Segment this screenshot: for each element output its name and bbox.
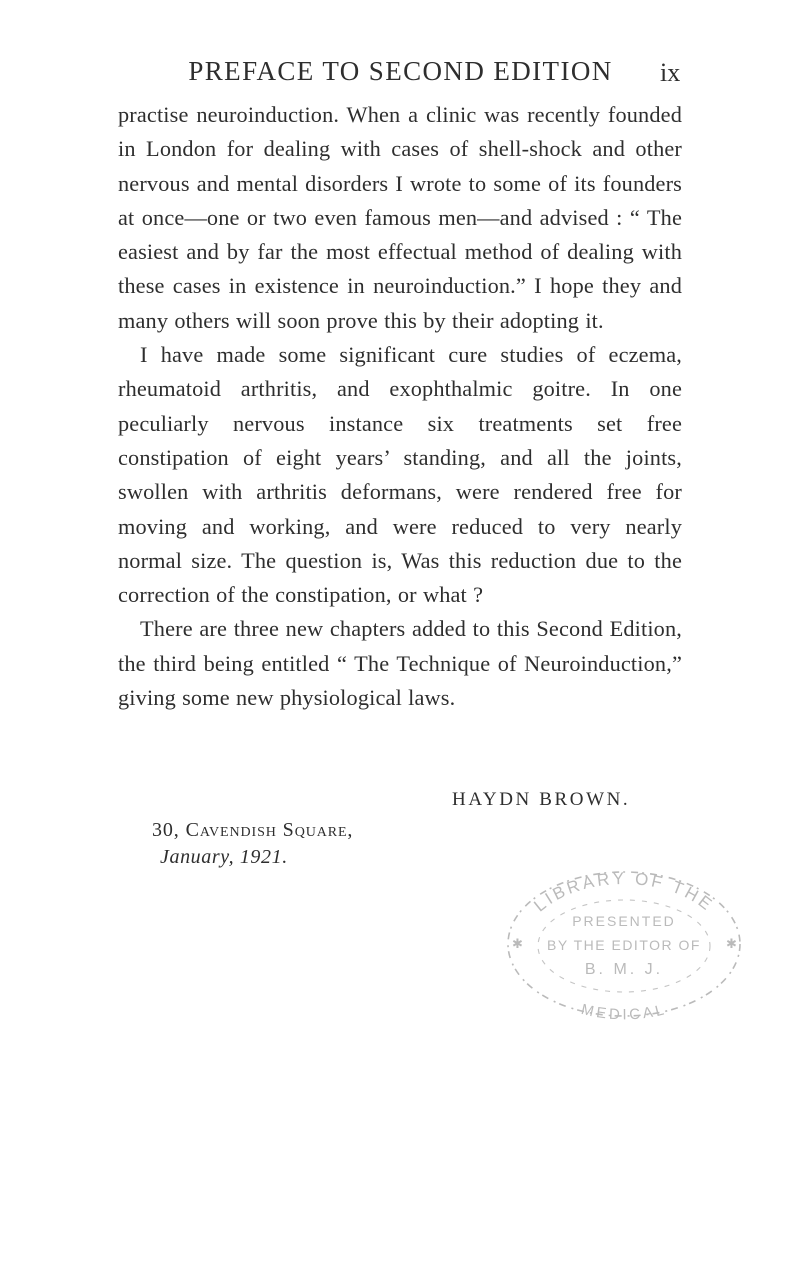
stamp-star-icon: ✱ bbox=[726, 937, 737, 952]
running-head bbox=[0, 56, 801, 92]
date-line: January, 1921. bbox=[160, 846, 288, 868]
author-signature: HAYDN BROWN. bbox=[452, 789, 631, 810]
body-text bbox=[118, 98, 682, 715]
stamp-outer-text: LIBRARY OF THE bbox=[530, 868, 718, 916]
address-line: 30, Cavendish Square, bbox=[152, 819, 354, 841]
svg-text:LIBRARY OF THE bbox=[530, 869, 717, 916]
stamp-by-editor: BY THE EDITOR OF bbox=[547, 937, 701, 953]
page-number: ix bbox=[660, 58, 681, 87]
stamp-bottom-text: MEDICAL bbox=[579, 1000, 669, 1022]
paragraph: practise neuroinduction. When a clinic was recently founded in London for dealing with cases of shell-shock and other nervous and mental disorders I wrote to some of its founders at once—one or two even famous men—and advised : “ The easiest and by far the most effectual method of dealing with these cases in existence in neuroinduction.” I hope they and many others will soon prove this by their adopting it. bbox=[118, 102, 682, 333]
stamp-presented: PRESENTED bbox=[572, 913, 676, 929]
svg-text:MEDICAL bbox=[580, 1001, 669, 1022]
paragraph: I have made some significant cure studies of eczema, rheumatoid arthritis, and exophthalmic goitre. In one peculiarly nervous instance six treatments set free constipation of eight years’ standing, and all the joints, swollen with arthritis deformans, were rendered free for moving and working, and were reduced to very nearly normal size. The question is, Was this reduction due to the correction of the constipation, or what ? bbox=[118, 342, 682, 608]
library-stamp-icon bbox=[492, 862, 756, 1022]
stamp-star-icon: ✱ bbox=[512, 937, 523, 952]
paragraph: There are three new chapters added to this Second Edition, the third being entitled “ The Technique of Neuroinduction,” giving some new physiological laws. bbox=[118, 616, 682, 711]
running-title: PREFACE TO SECOND EDITION bbox=[188, 56, 613, 86]
address-block bbox=[152, 817, 353, 871]
stamp-initials: B. M. J. bbox=[584, 961, 664, 978]
